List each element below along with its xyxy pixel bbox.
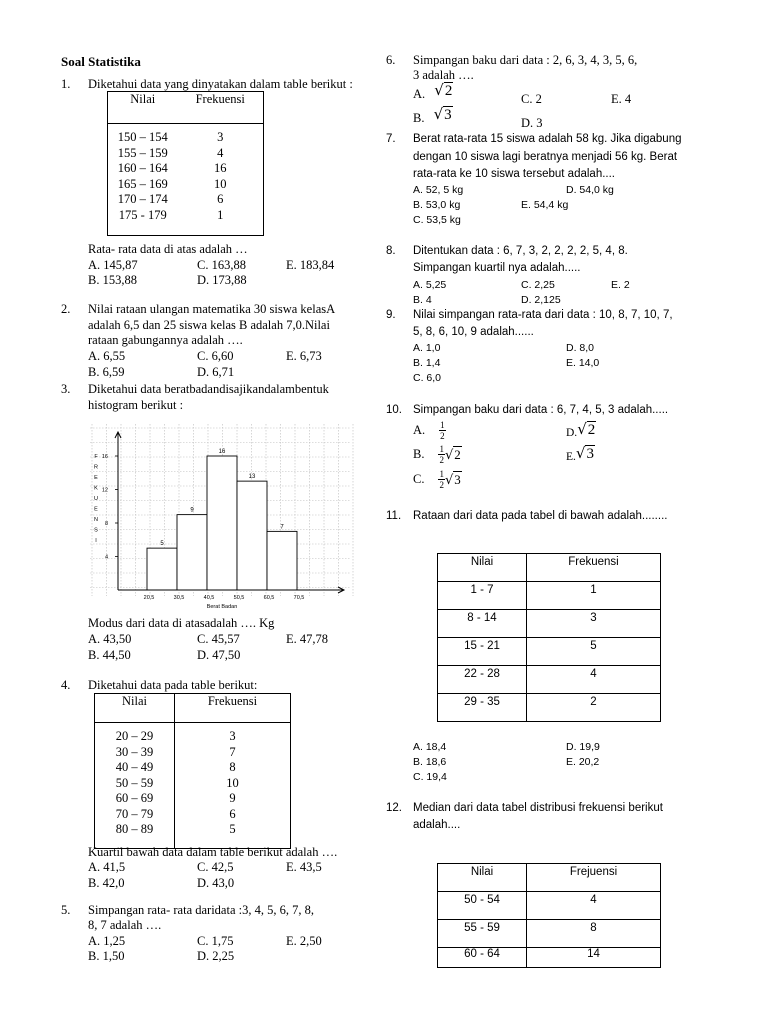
q4-option-b: B. 42,0 <box>88 876 125 890</box>
table-cell: 6 <box>217 192 224 206</box>
q8-option-d: D. 2,125 <box>521 294 561 306</box>
q2-option-b: B. 6,59 <box>88 365 125 379</box>
q2-number: 2. <box>61 302 71 316</box>
sqrt-symbol: √3 <box>444 471 461 488</box>
q4-option-e: E. 43,5 <box>286 860 322 874</box>
q1-option-a: A. 145,87 <box>88 258 138 272</box>
q6-line-2: 3 adalah …. <box>413 68 474 82</box>
q3-option-c: C. 45,57 <box>197 632 240 646</box>
q3-option-d: D. 47,50 <box>197 648 241 662</box>
q10-option-c-label: C. <box>413 472 425 486</box>
q9-option-a: A. 1,0 <box>413 342 441 354</box>
table-cell: 155 – 159 <box>117 145 168 160</box>
q7-option-e: E. 54,4 kg <box>521 199 569 211</box>
q12-number: 12. <box>386 802 402 814</box>
q1-question: Rata- rata data di atas adalah … <box>88 242 248 256</box>
table-cell: 5 <box>527 638 661 666</box>
q11-option-c: C. 19,4 <box>413 771 447 783</box>
q9-option-b: B. 1,4 <box>413 357 441 369</box>
table-cell: 14 <box>527 948 661 968</box>
x-tick-label: 60,5 <box>263 595 275 601</box>
fraction-numerator: 1 <box>439 469 444 479</box>
bar-value-label: 9 <box>190 507 194 514</box>
sqrt-symbol: √2 <box>444 446 461 463</box>
table-cell: 29 - 35 <box>438 694 527 722</box>
radicand: 3 <box>586 446 594 462</box>
x-tick-label: 50,5 <box>233 595 245 601</box>
q8-option-a: A. 5,25 <box>413 279 447 291</box>
q2-option-c: C. 6,60 <box>197 349 234 363</box>
q5-option-c: C. 1,75 <box>197 934 234 948</box>
q8-option-e: E. 2 <box>611 279 630 291</box>
radicand: 2 <box>587 422 596 438</box>
y-axis-label-letter: E <box>94 475 98 481</box>
fraction-numerator: 1 <box>440 420 445 430</box>
q8-option-c: C. 2,25 <box>521 279 555 291</box>
q8-line-1: Ditentukan data : 6, 7, 3, 2, 2, 2, 2, 5, 4, 8. <box>413 245 628 257</box>
q6-option-c: C. 2 <box>521 92 542 106</box>
q12-header-nilai: Nilai <box>438 864 527 892</box>
bar-value-label: 5 <box>160 541 164 548</box>
histogram-bar <box>177 515 207 590</box>
y-tick-label: 16 <box>101 454 108 460</box>
q6-option-a-radicand: 2 <box>444 83 453 99</box>
q12-line-2: adalah.... <box>413 819 461 831</box>
table-cell: 22 - 28 <box>438 666 527 694</box>
table-cell: 30 – 39 <box>115 744 154 759</box>
q7-line-3: rata-rata ke 10 siswa tersebut adalah.... <box>413 168 615 180</box>
y-axis-label-letter: R <box>94 464 98 471</box>
q10-option-a <box>413 420 446 441</box>
radicand: 2 <box>454 446 461 462</box>
q4-table <box>94 693 291 849</box>
q11-option-a: A. 18,4 <box>413 741 447 753</box>
q11-option-d: D. 19,9 <box>566 741 600 753</box>
q2-option-a: A. 6,55 <box>88 349 126 363</box>
table-cell: 70 – 79 <box>115 806 154 821</box>
q1-option-b: B. 153,88 <box>88 273 137 287</box>
sqrt-symbol: √3 <box>433 105 452 123</box>
q5-option-b: B. 1,50 <box>88 949 125 963</box>
y-axis-label-letter: N <box>94 517 98 523</box>
fraction-denominator: 2 <box>440 431 445 441</box>
table-cell: 4 <box>217 145 224 160</box>
q6-line-1: Simpangan baku dari data : 2, 6, 3, 4, 3, 5, 6, <box>413 53 638 67</box>
bar-value-label: 16 <box>218 449 226 455</box>
q5-option-d: D. 2,25 <box>197 949 235 963</box>
table-cell: 3 <box>175 723 291 745</box>
y-axis-label-letter: E <box>94 506 98 513</box>
y-axis-label-letter: I <box>95 538 97 544</box>
q2-line-2: adalah 6,5 dan 25 siswa kelas B adalah 7,0.Nilai <box>88 318 330 332</box>
q10-option-a-label: A. <box>413 423 426 437</box>
y-tick-label: 12 <box>101 487 108 494</box>
q10-number: 10. <box>386 404 402 416</box>
q11-header-frekuensi: Frekuensi <box>527 554 661 582</box>
q6-option-e: E. 4 <box>611 92 632 106</box>
q10-option-e-label: E. <box>566 451 576 463</box>
bar-value-label: 7 <box>280 524 284 531</box>
histogram-bar <box>147 548 177 590</box>
q5-option-e: E. 2,50 <box>286 934 322 948</box>
q8-option-b: B. 4 <box>413 294 432 306</box>
x-tick-label: 30,5 <box>173 595 185 601</box>
q8-number: 8. <box>386 245 396 257</box>
q12-header-frejuensi: Frejuensi <box>527 864 661 892</box>
y-axis-label-letter: F <box>94 454 98 460</box>
table-cell: 40 – 49 <box>115 760 154 774</box>
x-tick-label: 70,5 <box>293 595 305 601</box>
q6-option-a <box>413 81 453 103</box>
q9-line-2: 5, 8, 6, 10, 9 adalah...... <box>413 326 534 338</box>
fraction-numerator: 1 <box>439 444 444 454</box>
q12-table <box>437 863 661 968</box>
q11-text: Rataan dari data pada tabel di bawah adalah........ <box>413 510 668 522</box>
q10-option-e <box>566 444 595 463</box>
sqrt-symbol: √2 <box>577 420 596 438</box>
q11-number: 11. <box>386 510 402 522</box>
table-cell: 2 <box>527 694 661 722</box>
q11-header-nilai: Nilai <box>438 554 527 582</box>
q4-option-c: C. 42,5 <box>197 860 234 874</box>
sqrt-symbol: √2 <box>434 81 453 99</box>
q4-header-nilai: Nilai <box>95 694 175 723</box>
q4-question: Kuartil bawah data dalam table berikut adalah …. <box>88 845 338 859</box>
fraction-denominator: 2 <box>439 480 444 490</box>
table-cell: 80 – 89 <box>115 822 154 836</box>
table-cell: 10 <box>175 776 291 792</box>
q5-option-a: A. 1,25 <box>88 934 126 948</box>
q11-option-b: B. 18,6 <box>413 756 447 768</box>
table-cell: 5 <box>175 822 291 848</box>
y-axis-label-letter: K <box>94 485 98 492</box>
q8-line-2: Simpangan kuartil nya adalah..... <box>413 262 581 274</box>
table-cell: 9 <box>175 791 291 807</box>
radicand: 3 <box>454 471 461 487</box>
q6-option-b <box>413 105 453 127</box>
table-cell: 1 - 7 <box>438 582 527 610</box>
q1-text: Diketahui data yang dinyatakan dalam table berikut : <box>88 77 353 91</box>
table-cell: 1 <box>217 207 224 222</box>
q3-line-2: histogram berikut : <box>88 398 184 412</box>
q1-option-d: D. 173,88 <box>197 273 247 287</box>
q11-option-e: E. 20,2 <box>566 756 600 768</box>
q3-option-e: E. 47,78 <box>286 632 329 646</box>
q7-line-1: Berat rata-rata 15 siswa adalah 58 kg. Jika digabung <box>413 133 682 145</box>
q9-line-1: Nilai simpangan rata-rata dari data : 10, 8, 7, 10, 7, <box>413 309 673 321</box>
q2-option-d: D. 6,71 <box>197 365 235 379</box>
q1-option-e: E. 183,84 <box>286 258 335 272</box>
y-tick-label: 8 <box>104 521 108 527</box>
histogram-bar <box>267 531 297 590</box>
q6-option-a-label: A. <box>413 87 426 101</box>
x-axis-label: Berat Badan <box>206 604 238 610</box>
table-cell: 8 - 14 <box>438 610 527 638</box>
q2-option-e: E. 6,73 <box>286 349 322 363</box>
table-cell: 50 - 54 <box>438 892 527 920</box>
table-cell: 1 <box>527 582 661 610</box>
q9-option-e: E. 14,0 <box>566 357 600 369</box>
table-cell: 4 <box>527 892 661 920</box>
y-axis-label-letter: S <box>94 527 98 534</box>
q4-text: Diketahui data pada table berikut: <box>88 678 258 692</box>
histogram-chart <box>86 420 354 616</box>
q3-option-b: B. 44,50 <box>88 648 131 662</box>
q9-option-d: D. 8,0 <box>566 342 595 354</box>
q9-number: 9. <box>386 309 396 321</box>
y-axis-label-letter: U <box>94 496 98 502</box>
table-cell: 170 – 174 <box>117 192 168 206</box>
table-cell: 60 - 64 <box>438 948 527 968</box>
q6-option-d: D. 3 <box>521 116 543 130</box>
histogram-bar <box>207 456 237 590</box>
q5-line-1: Simpangan rata- rata daridata :3, 4, 5, 6, 7, 8, <box>88 903 314 917</box>
table-cell: 165 – 169 <box>117 176 168 191</box>
table-cell: 10 <box>214 176 227 191</box>
q9-option-c: C. 6,0 <box>413 372 442 384</box>
q4-header-frekuensi: Frekuensi <box>175 694 291 723</box>
table-cell: 150 – 154 <box>117 130 168 144</box>
y-tick-label: 4 <box>104 554 108 561</box>
table-cell: 7 <box>175 745 291 761</box>
q7-option-b: B. 53,0 kg <box>413 199 461 211</box>
q5-number: 5. <box>61 903 71 917</box>
q10-option-d-label: D. <box>566 427 578 439</box>
q1-number: 1. <box>61 77 71 91</box>
q4-number: 4. <box>61 678 71 692</box>
table-cell: 20 – 29 <box>115 729 154 743</box>
q6-number: 6. <box>386 53 396 67</box>
q4-option-d: D. 43,0 <box>197 876 235 890</box>
q3-line-1: Diketahui data beratbadandisajikandalambentuk <box>88 382 329 396</box>
fraction-denominator: 2 <box>439 455 444 465</box>
q7-line-2: dengan 10 siswa lagi beratnya menjadi 56 kg. Berat <box>413 151 678 163</box>
table-cell: 55 - 59 <box>438 920 527 948</box>
q2-line-3: rataan gabungannya adalah …. <box>88 333 243 347</box>
q1-header-frekuensi: Frekuensi <box>178 92 264 124</box>
q10-text: Simpangan baku dari data : 6, 7, 4, 5, 3 adalah..... <box>413 404 669 416</box>
q5-line-2: 8, 7 adalah …. <box>88 918 162 932</box>
q7-option-c: C. 53,5 kg <box>413 214 461 226</box>
table-cell: 160 – 164 <box>117 161 168 175</box>
table-cell: 8 <box>175 760 291 776</box>
q11-table <box>437 553 661 722</box>
table-cell: 8 <box>527 920 661 948</box>
q3-question: Modus dari data di atasadalah …. Kg <box>88 616 275 630</box>
q4-option-a: A. 41,5 <box>88 860 126 874</box>
q7-option-d: D. 54,0 kg <box>566 184 614 196</box>
q7-option-a: A. 52, 5 kg <box>413 184 464 196</box>
q7-number: 7. <box>386 133 396 145</box>
q1-header-nilai: Nilai <box>108 92 178 124</box>
fraction <box>439 420 446 441</box>
x-tick-label: 40,5 <box>203 595 215 601</box>
table-cell: 16 <box>214 161 227 175</box>
q10-option-c <box>413 469 462 490</box>
q6-option-b-label: B. <box>413 111 425 125</box>
q10-option-b <box>413 444 462 465</box>
q3-number: 3. <box>61 382 71 396</box>
table-cell: 3 <box>217 130 224 144</box>
table-cell: 60 – 69 <box>115 791 154 805</box>
page-title: Soal Statistika <box>61 54 141 69</box>
x-tick-label: 20,5 <box>143 595 155 601</box>
table-cell: 15 - 21 <box>438 638 527 666</box>
q1-option-c: C. 163,88 <box>197 258 246 272</box>
q3-option-a: A. 43,50 <box>88 632 132 646</box>
q2-line-1: Nilai rataan ulangan matematika 30 siswa kelasA <box>88 302 336 316</box>
q6-option-b-radicand: 3 <box>444 107 452 123</box>
table-cell: 4 <box>527 666 661 694</box>
q12-line-1: Median dari data tabel distribusi frekuensi berikut <box>413 802 663 814</box>
table-cell: 50 – 59 <box>115 775 154 790</box>
histogram-bar <box>237 481 267 590</box>
table-cell: 175 - 179 <box>118 207 167 222</box>
table-cell: 3 <box>527 610 661 638</box>
q1-table <box>107 91 264 236</box>
bar-value-label: 13 <box>248 474 256 481</box>
table-cell: 6 <box>175 807 291 823</box>
q10-option-b-label: B. <box>413 447 425 461</box>
sqrt-symbol: √3 <box>575 444 594 462</box>
q10-option-d <box>566 420 596 439</box>
